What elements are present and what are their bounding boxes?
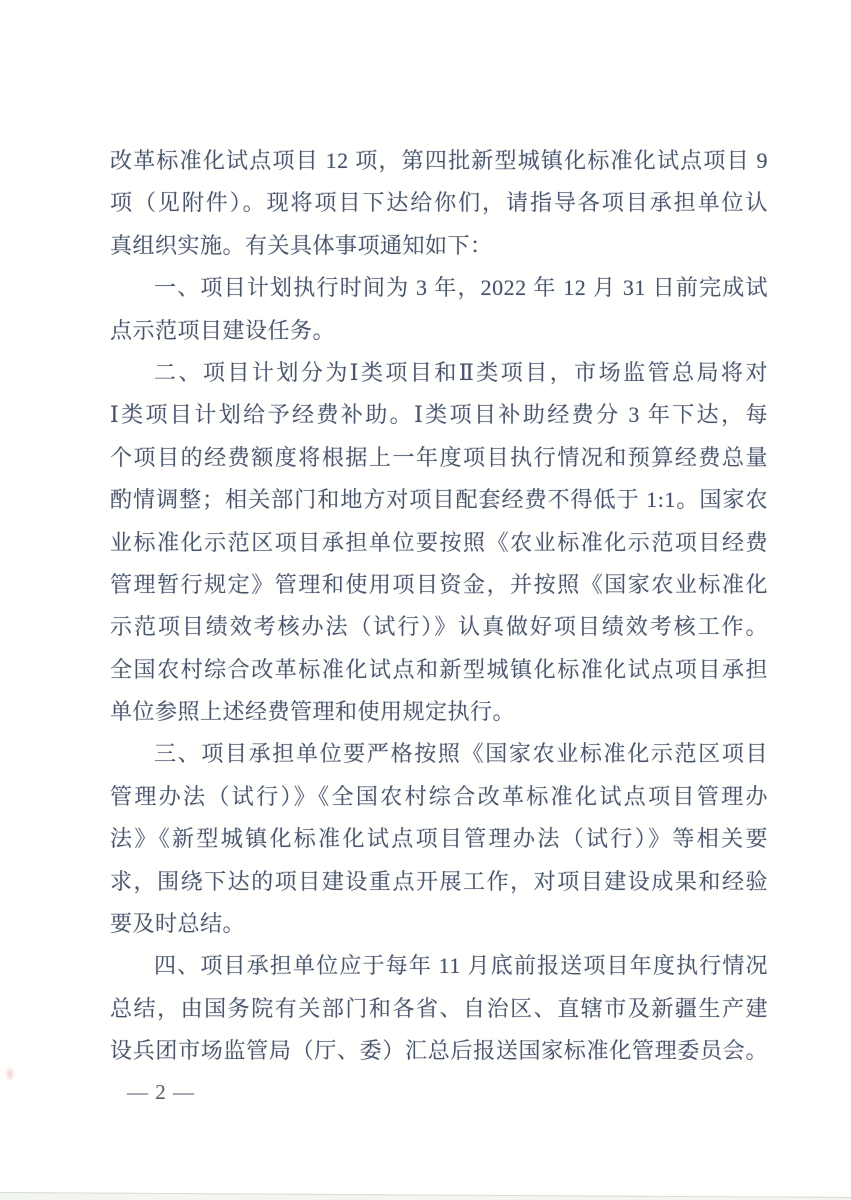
document-line: 真组织实施。有关具体事项通知如下： [110,232,493,258]
document-line: 四、项目承担单位应于每年 11 月底前报送项目年度执行情况 [154,953,768,979]
document-line: 法》《新型城镇化标准化试点项目管理办法（试行）》等相关要 [110,826,768,852]
document-line: 管理办法（试行）》《全国农村综合改革标准化试点项目管理办 [110,783,768,809]
document-line: 二、项目计划分为Ⅰ类项目和Ⅱ类项目，市场监管总局将对 [154,359,768,385]
document-line: 要及时总结。 [110,911,246,937]
scan-smudge-artifact [5,1066,15,1082]
document-line: 单位参照上述经费管理和使用规定执行。 [110,699,516,725]
document-line: 改革标准化试点项目 12 项，第四批新型城镇化标准化试点项目 9 [110,148,768,173]
document-line: 点示范项目建设任务。 [110,317,336,343]
document-body [110,140,768,1073]
document-line: 业标准化示范区项目承担单位要按照《农业标准化示范项目经费 [110,529,768,555]
document-line: 一、项目计划执行时间为 3 年，2022 年 12 月 31 日前完成试 [154,275,768,301]
document-line: 酌情调整；相关部门和地方对项目配套经费不得低于 1:1。国家农 [110,487,768,513]
document-line: 示范项目绩效考核办法（试行）》认真做好项目绩效考核工作。 [110,614,768,640]
document-line: 项（见附件）。现将项目下达给你们，请指导各项目承担单位认 [110,190,768,216]
document-line: 三、项目承担单位要严格按照《国家农业标准化示范区项目 [154,741,768,767]
document-line: Ⅰ类项目计划给予经费补助。Ⅰ类项目补助经费分 3 年下达，每 [110,402,768,428]
document-line: 总结，由国务院有关部门和各省、自治区、直辖市及新疆生产建 [110,995,768,1021]
scan-bottom-edge [0,1192,851,1200]
document-line: 全国农村综合改革标准化试点和新型城镇化标准化试点项目承担 [110,656,768,682]
document-line: 设兵团市场监管局（厅、委）汇总后报送国家标准化管理委员会。 [110,1038,768,1064]
document-line: 求，围绕下达的项目建设重点开展工作，对项目建设成果和经验 [110,868,768,894]
page-number: — 2 — [127,1080,195,1104]
document-line: 个项目的经费额度将根据上一年度项目执行情况和预算经费总量 [110,444,768,470]
document-line: 管理暂行规定》管理和使用项目资金，并按照《国家农业标准化 [110,571,768,597]
